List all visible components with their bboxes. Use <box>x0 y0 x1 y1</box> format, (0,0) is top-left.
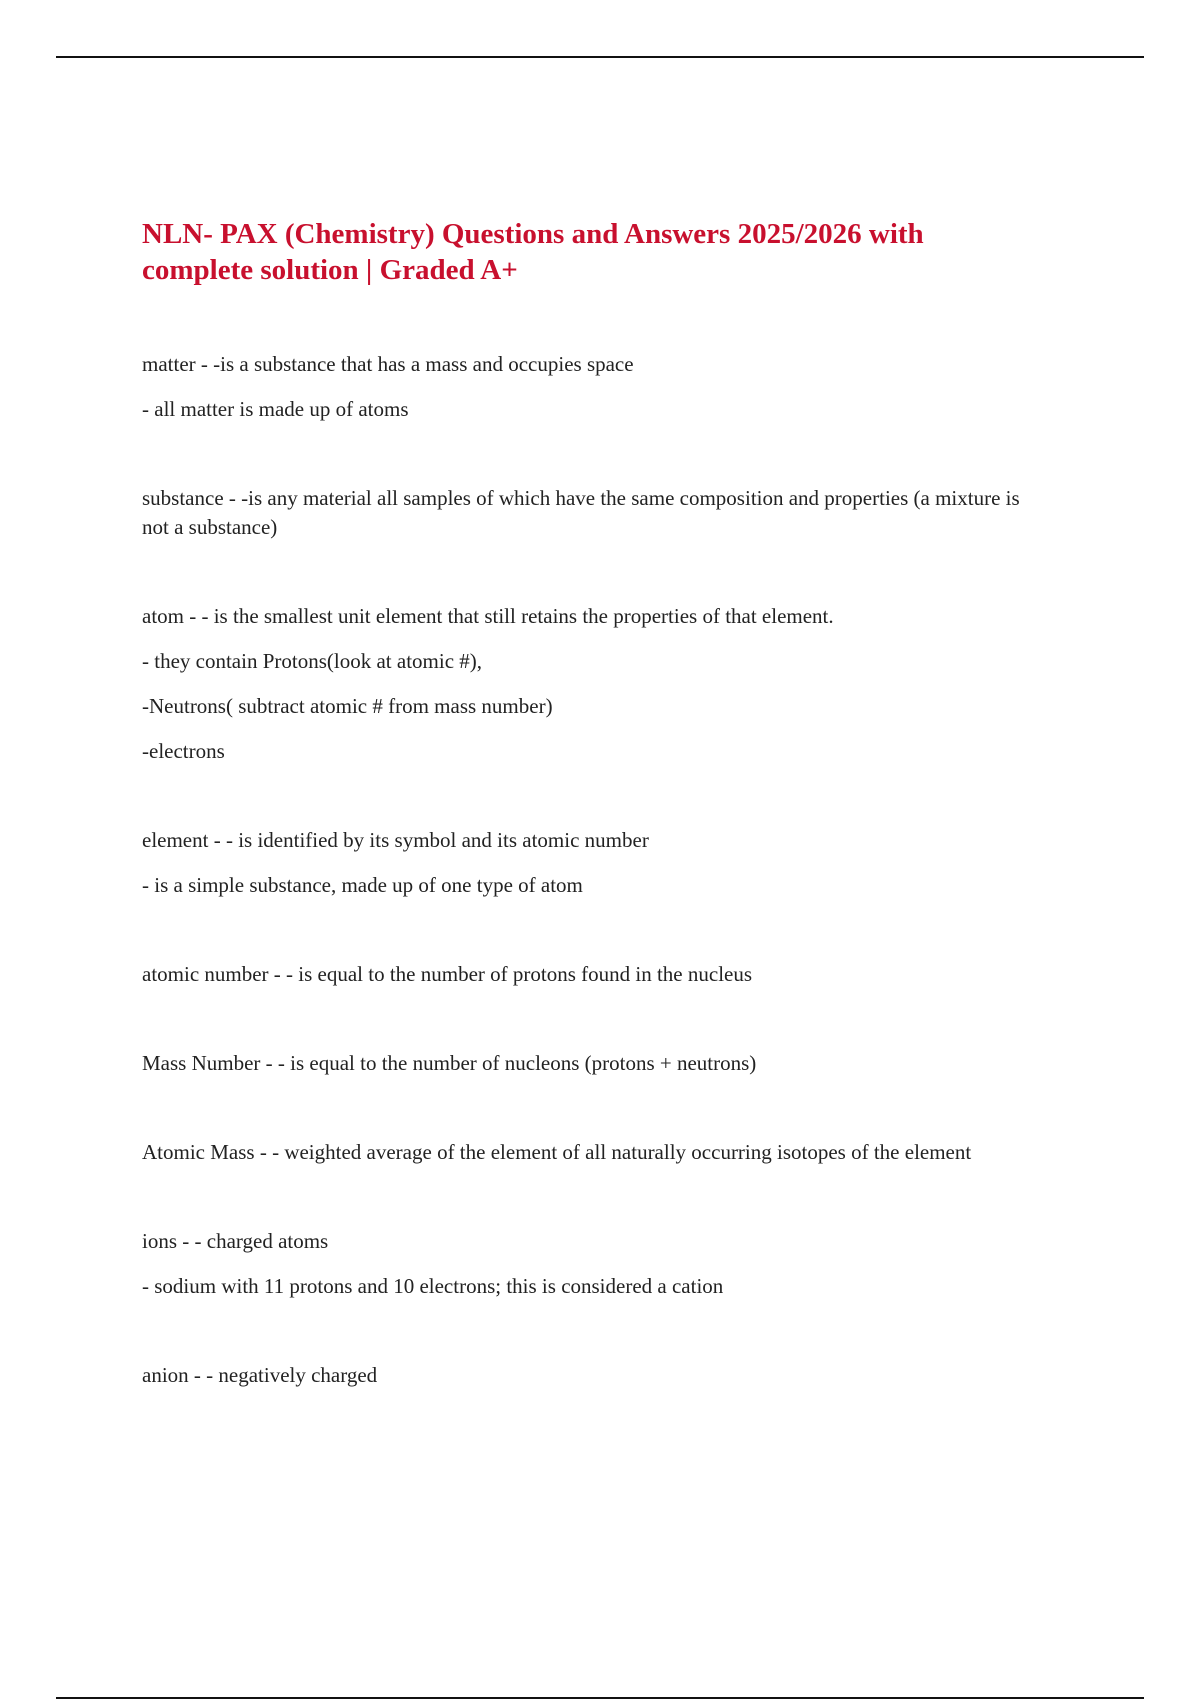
entry-line: - they contain Protons(look at atomic #), <box>142 649 483 673</box>
document-title: NLN- PAX (Chemistry) Questions and Answers 2025/2026 with complete solution | Graded A+ <box>142 218 924 286</box>
entry-line: ions - - charged atoms <box>142 1229 329 1253</box>
entry-line: element - - is identified by its symbol and its atomic number <box>142 828 649 852</box>
entry-element <box>142 826 1042 900</box>
entry-atomic-number <box>142 960 1042 989</box>
entry-atomic-mass <box>142 1138 1042 1167</box>
footer-rule <box>56 1697 1144 1699</box>
entry-matter <box>142 350 1042 424</box>
entry-line: -electrons <box>142 739 225 763</box>
document-body <box>142 216 1042 1450</box>
entry-line: anion - - negatively charged <box>142 1363 378 1387</box>
entry-ions <box>142 1227 1042 1301</box>
entry-line: atom - - is the smallest unit element that still retains the properties of that element. <box>142 604 834 628</box>
entry-anion <box>142 1361 1042 1390</box>
entry-line: atomic number - - is equal to the number of protons found in the nucleus <box>142 962 753 986</box>
entry-line: Atomic Mass - - weighted average of the element of all naturally occurring isotopes of the element <box>142 1140 972 1164</box>
entry-line: - all matter is made up of atoms <box>142 397 409 421</box>
entry-substance <box>142 484 1042 542</box>
entry-line: substance - -is any material all samples of which have the same composition and properties (a mixture is not a substance) <box>142 486 1020 539</box>
entry-mass-number <box>142 1049 1042 1078</box>
entry-line: matter - -is a substance that has a mass and occupies space <box>142 352 634 376</box>
entry-line: - sodium with 11 protons and 10 electrons; this is considered a cation <box>142 1274 724 1298</box>
entry-line: -Neutrons( subtract atomic # from mass number) <box>142 694 553 718</box>
entry-atom <box>142 602 1042 766</box>
header-rule <box>56 56 1144 58</box>
entry-line: Mass Number - - is equal to the number of nucleons (protons + neutrons) <box>142 1051 757 1075</box>
entry-line: - is a simple substance, made up of one type of atom <box>142 873 583 897</box>
